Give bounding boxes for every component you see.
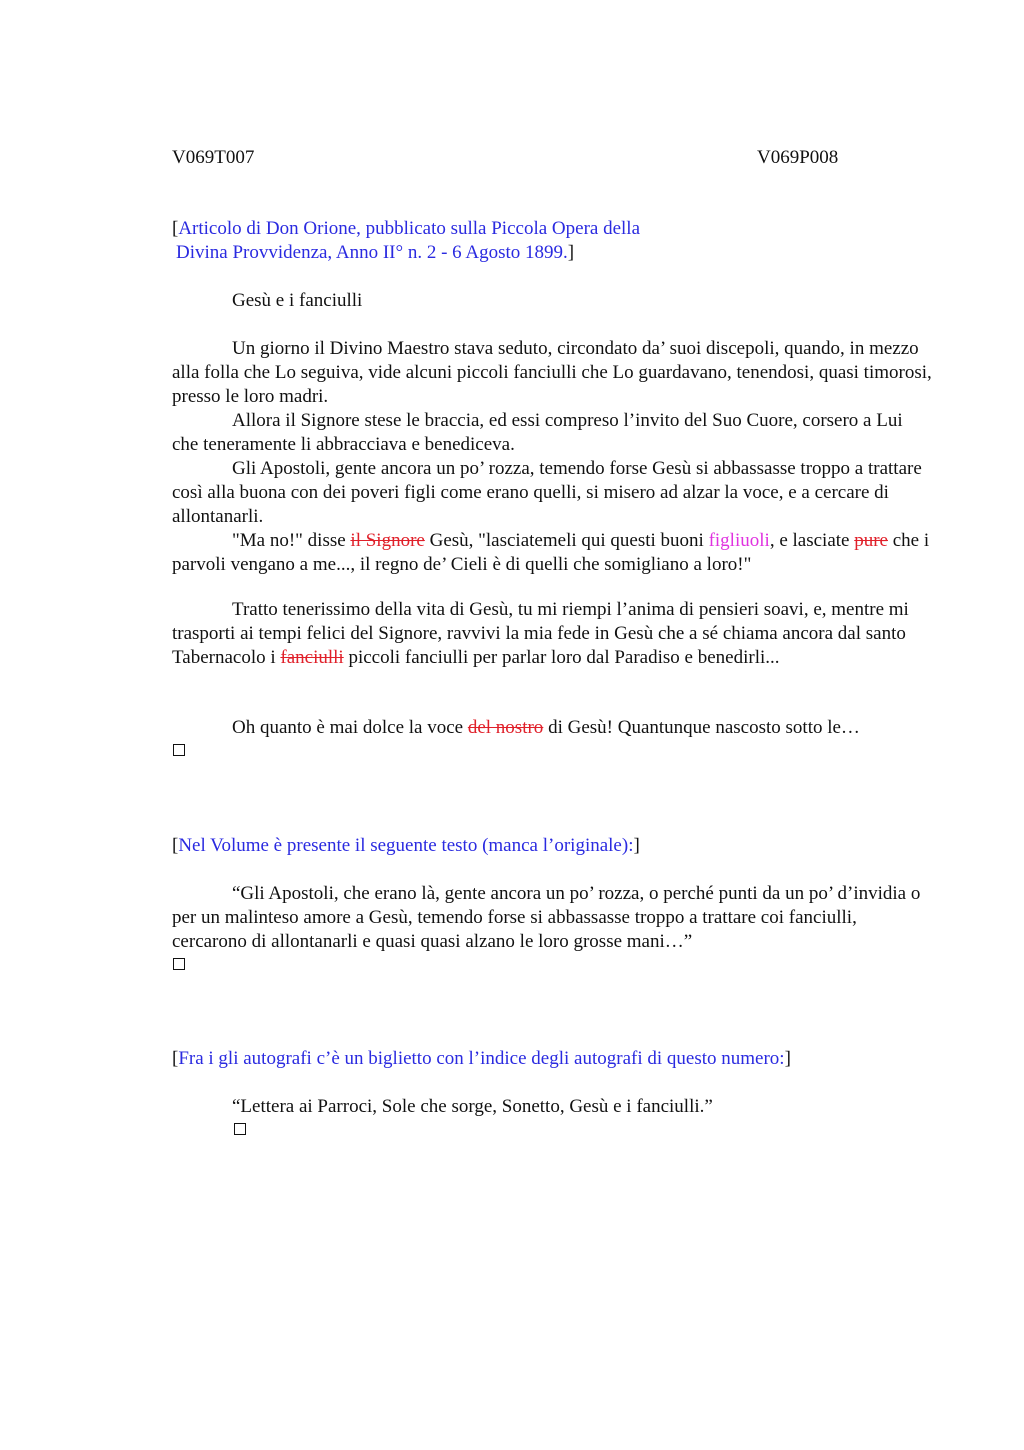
paragraph-4 bbox=[172, 529, 932, 577]
article-body-continued bbox=[172, 598, 932, 670]
note-bracket-close: ] bbox=[633, 835, 640, 856]
header-right-code: V069P008 bbox=[757, 147, 839, 168]
paragraph-6 bbox=[232, 716, 860, 740]
article-body bbox=[172, 337, 932, 577]
paragraph-2: Allora il Signore stese le braccia, ed essi compreso l’invito del Suo Cuore, corsero a Lui che teneramente li abbracciava e benediceva. bbox=[172, 410, 903, 455]
editor-note-1-line-1 bbox=[172, 217, 640, 241]
note-bracket-close: ] bbox=[784, 1048, 791, 1069]
quote-block-1 bbox=[172, 882, 932, 954]
text-run: di Gesù! Quantunque nascosto sotto le… bbox=[543, 717, 860, 738]
editor-note-3 bbox=[172, 1047, 791, 1071]
deleted-text: il Signore bbox=[350, 530, 425, 551]
deleted-text: del nostro bbox=[467, 717, 544, 738]
note-bracket-open: [ bbox=[172, 218, 179, 239]
note-text: Divina Provvidenza, Anno II° n. 2 - 6 Agosto 1899. bbox=[176, 242, 568, 263]
deleted-text: fanciulli bbox=[280, 647, 344, 668]
text-run: "Ma no!" disse bbox=[232, 530, 351, 551]
paragraph-1: Un giorno il Divino Maestro stava seduto, circondato da’ suoi discepoli, quando, in mezzo alla folla che Lo seguiva, vide alcuni piccoli fanciulli che Lo guardavano, tenendosi, quasi timorosi, presso le loro madri. bbox=[172, 338, 932, 407]
note-text: Fra i gli autografi c’è un biglietto con l’indice degli autografi di questo numero: bbox=[178, 1048, 785, 1069]
paragraph-5 bbox=[172, 598, 932, 670]
empty-square-icon bbox=[173, 958, 185, 970]
deleted-text: pure bbox=[854, 530, 888, 551]
empty-square-icon bbox=[234, 1123, 246, 1135]
text-run: piccoli fanciulli per parlar loro dal Paradiso e benedirli... bbox=[343, 647, 780, 668]
quote-2: “Lettera ai Parroci, Sole che sorge, Sonetto, Gesù e i fanciulli.” bbox=[232, 1096, 713, 1117]
text-run: Oh quanto è mai dolce la voce bbox=[232, 717, 468, 738]
editor-note-2 bbox=[172, 834, 640, 858]
note-text: Articolo di Don Orione, pubblicato sulla Piccola Opera della bbox=[178, 218, 641, 239]
note-bracket-close: ] bbox=[567, 242, 575, 263]
quote-1: “Gli Apostoli, che erano là, gente ancora un po’ rozza, o perché punti da un po’ d’invidia o per un malinteso amore a Gesù, temendo forse si abbassasse troppo a trattare coi fanciulli, cercarono di allontanarli e quasi quasi alzano le loro grosse mani…” bbox=[172, 883, 921, 952]
empty-square-icon bbox=[173, 744, 185, 756]
text-run: Tratto tenerissimo della vita di Gesù, tu mi riempi l’anima di pensieri soavi, e, mentre mi trasporti ai tempi felici del Signore, ravvivi la mia fede in Gesù che a sé chiama ancora dal santo Tabernacolo i bbox=[172, 599, 909, 668]
article-title: Gesù e i fanciulli bbox=[232, 290, 363, 311]
note-bracket-open: [ bbox=[172, 1048, 179, 1069]
note-text: Nel Volume è presente il seguente testo (manca l’originale): bbox=[178, 835, 634, 856]
text-run: , e lasciate bbox=[769, 530, 855, 551]
note-bracket-open: [ bbox=[172, 835, 179, 856]
text-run: Gesù, "lasciatemeli qui questi buoni bbox=[424, 530, 709, 551]
header-left-code: V069T007 bbox=[172, 147, 255, 168]
inserted-text: figliuoli bbox=[708, 530, 770, 551]
text-run: che i parvoli vengano a me..., il regno de’ Cieli è di quelli che somigliano a loro!" bbox=[172, 530, 930, 575]
paragraph-3: Gli Apostoli, gente ancora un po’ rozza, temendo forse Gesù si abbassasse troppo a trattare così alla buona con dei poveri figli come erano quelli, si misero ad alzar la voce, e a cercare di allontanarli. bbox=[172, 458, 922, 527]
editor-note-1-line-2 bbox=[176, 241, 574, 265]
